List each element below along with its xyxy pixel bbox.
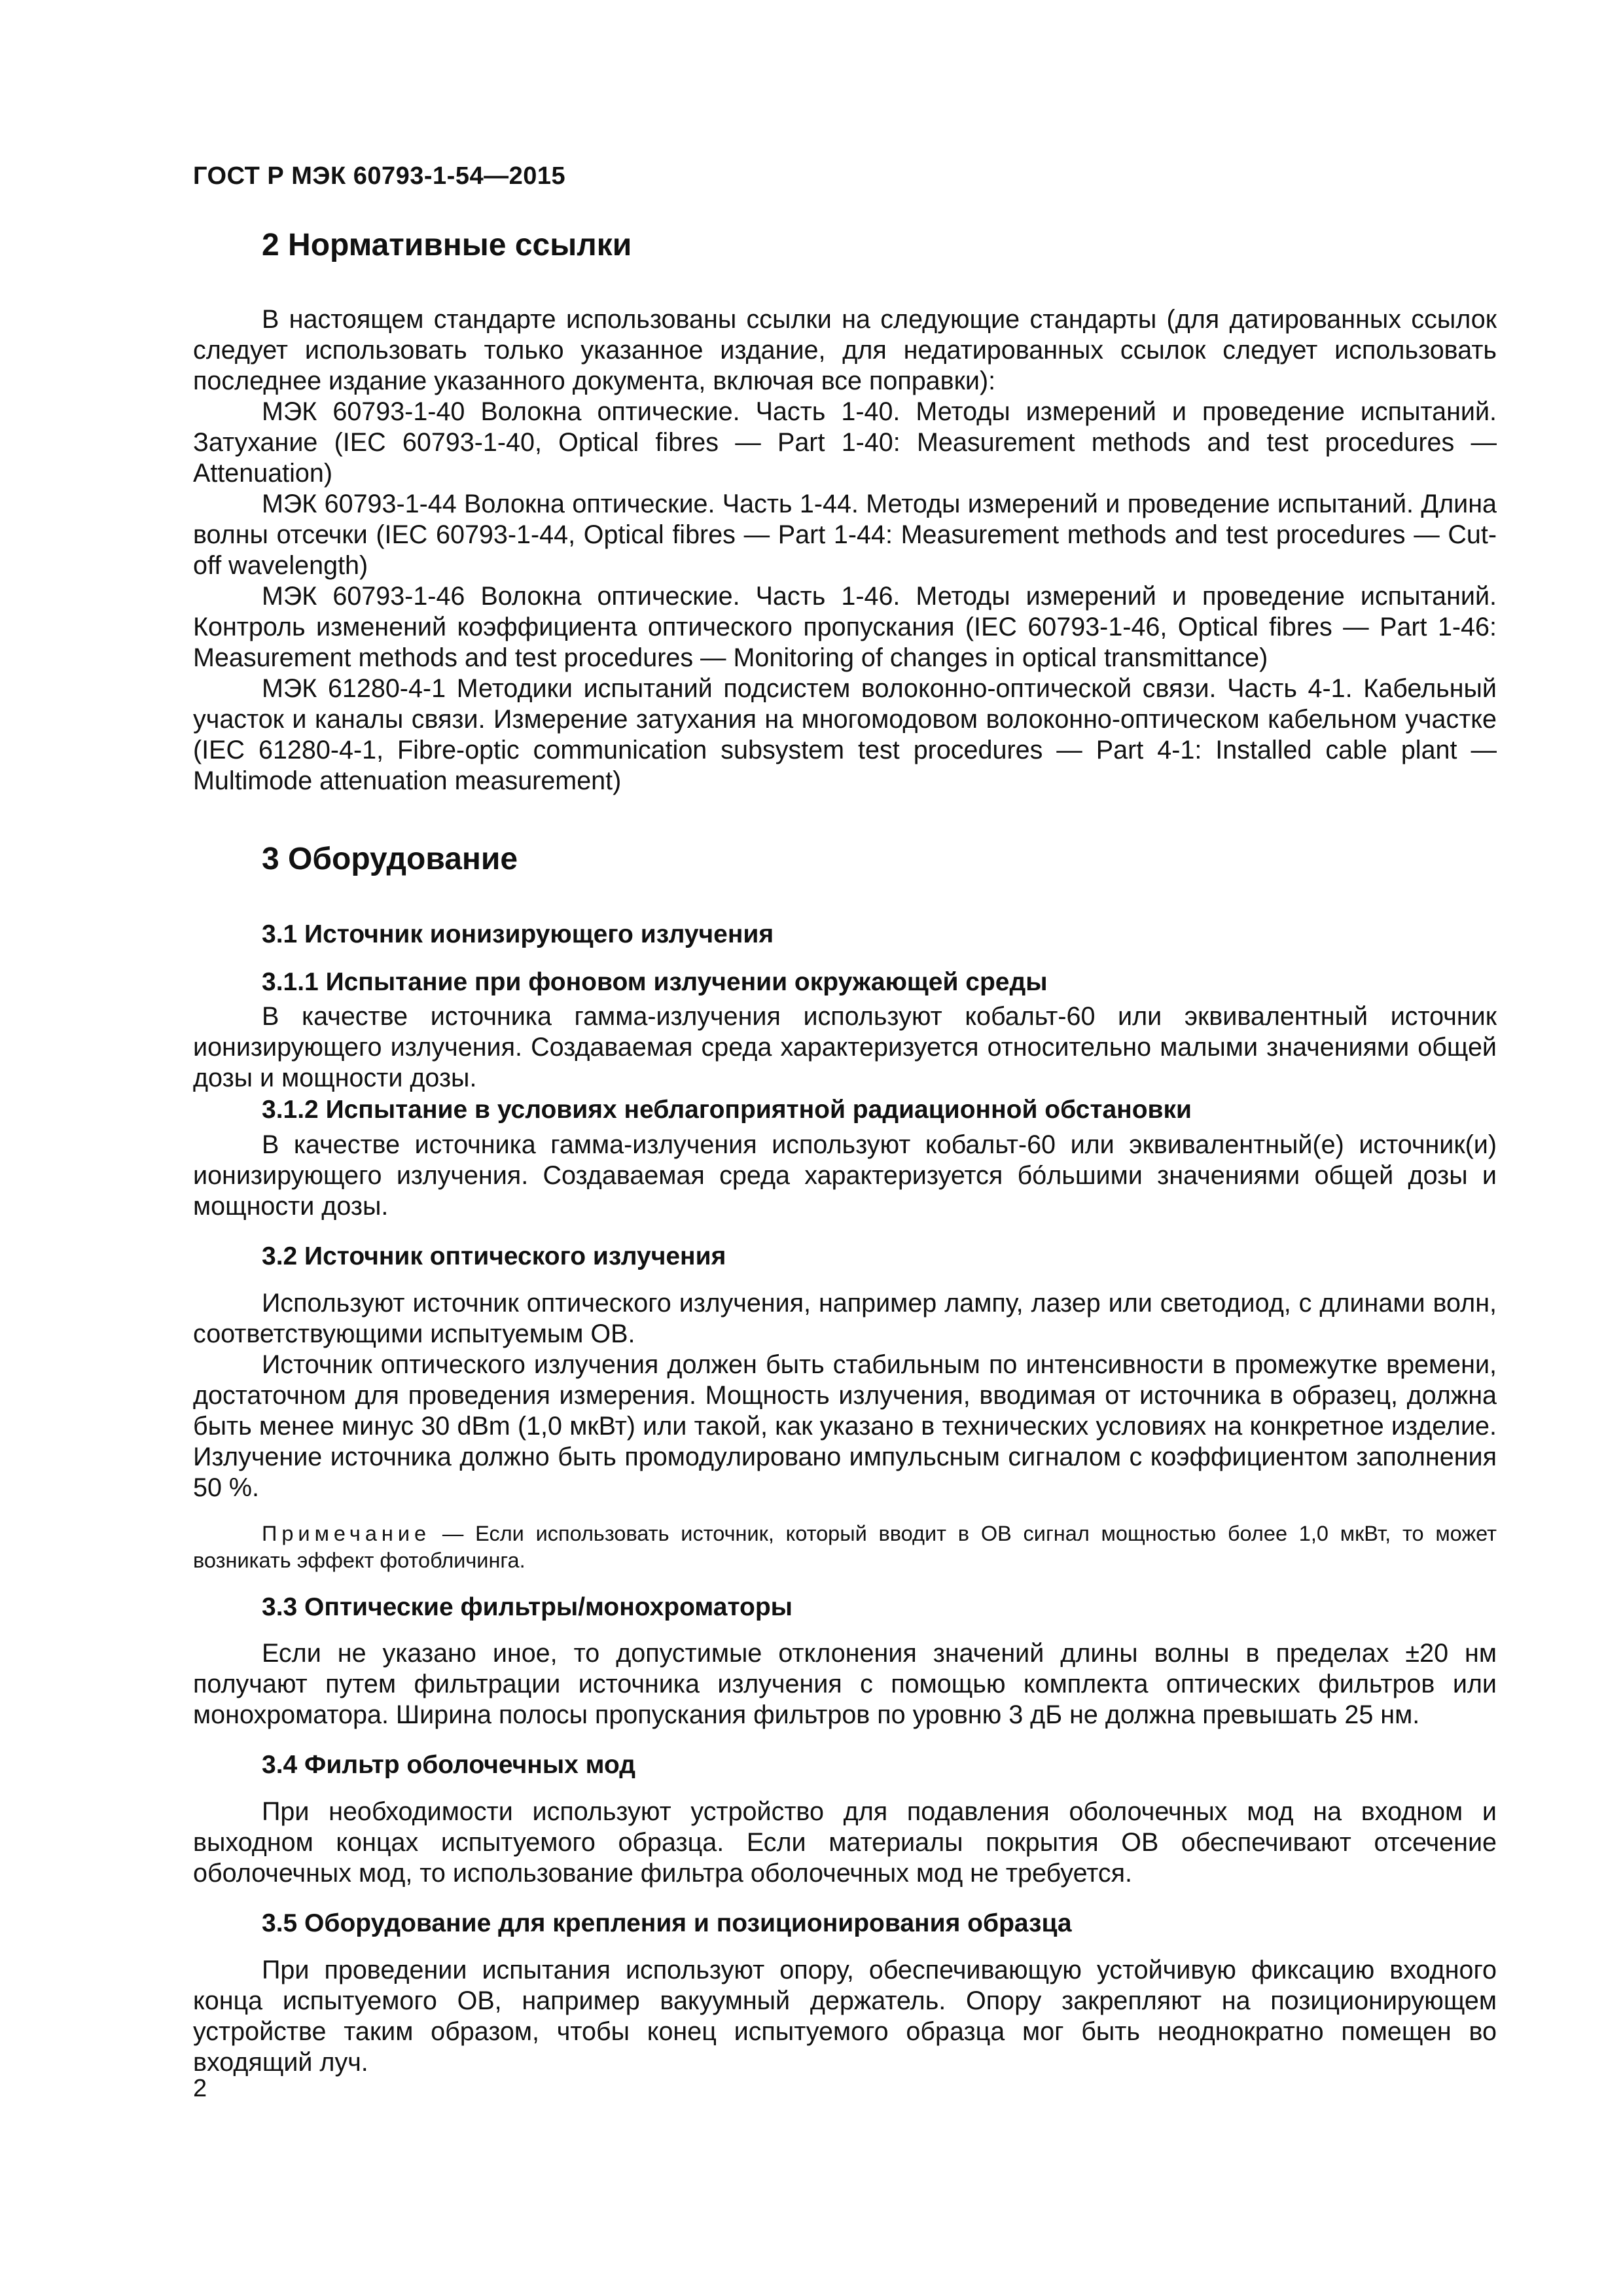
reference-item: МЭК 60793-1-44 Волокна оптические. Часть 1-44. Методы измерений и проведение испытаний. Длина волны отсечки (IEC 60793-1-44, Optical fibres — Part 1-44: Measurement methods and test procedures — Cut-off wavelength)	[193, 490, 1497, 580]
subsection-3-5-text: При проведении испытания используют опору, обеспечивающую устойчивую фиксацию входного конца испытуемого ОВ, например вакуумный держатель. Опору закрепляют на позиционирующем устройстве таким образом, чтобы конец испытуемого образца мог быть неоднократно помещен во входящий луч.	[193, 1955, 1497, 2077]
reference-item: МЭК 60793-1-40 Волокна оптические. Часть 1-40. Методы измерений и проведение испытаний. Затухание (IEC 60793-1-40, Optical fibres — Part 1-40: Measurement methods and test procedures — Attenuation)	[193, 397, 1497, 488]
reference-item: МЭК 61280-4-1 Методики испытаний подсистем волоконно-оптической связи. Часть 4-1. Кабельный участок и каналы связи. Измерение затухания на многомодовом волоконно-оптическом кабельном участке (IEC 61280-4-1, Fibre-optic communication subsystem test procedures — Part 4-1: Installed cable plant — Multimode attenuation measurement)	[193, 674, 1497, 795]
subsection-3-1-1-text: В качестве источника гамма-излучения используют кобальт-60 или эквивалентный источник ионизирующего излучения. Создаваемая среда характеризуется относительно малыми значениями общей дозы и мощности дозы.	[193, 1002, 1497, 1093]
subsection-3-1-2-text: В качестве источника гамма-излучения используют кобальт-60 или эквивалентный(е) источник(и) ионизирующего излучения. Создаваемая среда характеризуется бо́льшими значениями общей дозы и мощности дозы.	[193, 1130, 1497, 1221]
subsection-3-1-2-title: 3.1.2 Испытание в условиях неблагоприятной радиационной обстановки	[262, 1096, 1192, 1124]
note-text: — Если использовать источник, который вводит в ОВ сигнал мощностью более 1,0 мкВт, то может возникать эффект фотобличинга.	[193, 1521, 1497, 1572]
subsection-3-2-para-1: Используют источник оптического излучения, например лампу, лазер или светодиод, с длинами волн, соответствующими испытуемым ОВ.	[193, 1288, 1497, 1348]
subsection-3-2-para-2: Источник оптического излучения должен быть стабильным по интенсивности в промежутке времени, достаточном для проведения измерения. Мощность излучения, вводимая от источника в образец, должна быть менее минус 30 dBm (1,0 мкВт) или такой, как указано в технических условиях на конкретное изделие. Излучение источника должно быть промодулировано импульсным сигналом с коэффициентом заполнения 50 %.	[193, 1350, 1497, 1502]
reference-item: МЭК 60793-1-46 Волокна оптические. Часть 1-46. Методы измерений и проведение испытаний. Контроль изменений коэффициента оптического пропускания (IEC 60793-1-46, Optical fibres — Part 1-46: Measurement methods and test procedures — Monitoring of changes in optical transmittance)	[193, 582, 1497, 672]
note	[193, 1520, 1497, 1574]
page-number: 2	[193, 2075, 207, 2102]
section-3-title: 3 Оборудование	[262, 842, 518, 876]
note-label: Примечание	[262, 1521, 431, 1545]
subsection-3-3-title: 3.3 Оптические фильтры/монохроматоры	[262, 1592, 793, 1621]
subsection-3-2-title: 3.2 Источник оптического излучения	[262, 1242, 726, 1271]
section-2-title: 2 Нормативные ссылки	[262, 228, 632, 262]
subsection-3-4-title: 3.4 Фильтр оболочечных мод	[262, 1751, 636, 1780]
subsection-3-4-text: При необходимости используют устройство для подавления оболочечных мод на входном и выходном концах испытуемого образца. Если материалы покрытия ОВ обеспечивают отсечение оболочечных мод, то использование фильтра оболочечных мод не требуется.	[193, 1797, 1497, 1888]
subsection-3-3-text: Если не указано иное, то допустимые отклонения значений длины волны в пределах ±20 нм получают путем фильтрации источника излучения с помощью комплекта оптических фильтров или монохроматора. Ширина полосы пропускания фильтров по уровню 3 дБ не должна превышать 25 нм.	[193, 1639, 1497, 1730]
section-2-intro: В настоящем стандарте использованы ссылки на следующие стандарты (для датированных ссылок следует использовать только указанное издание, для недатированных ссылок следует использовать последнее издание указанного документа, включая все поправки):	[193, 305, 1497, 395]
subsection-3-1-title: 3.1 Источник ионизирующего излучения	[262, 920, 774, 948]
subsection-3-5-title: 3.5 Оборудование для крепления и позиционирования образца	[262, 1909, 1072, 1938]
document-body	[193, 226, 1497, 2078]
subsection-3-1-1-title: 3.1.1 Испытание при фоновом излучении окружающей среды	[262, 967, 1048, 996]
document-header: ГОСТ Р МЭК 60793-1-54—2015	[193, 162, 566, 190]
